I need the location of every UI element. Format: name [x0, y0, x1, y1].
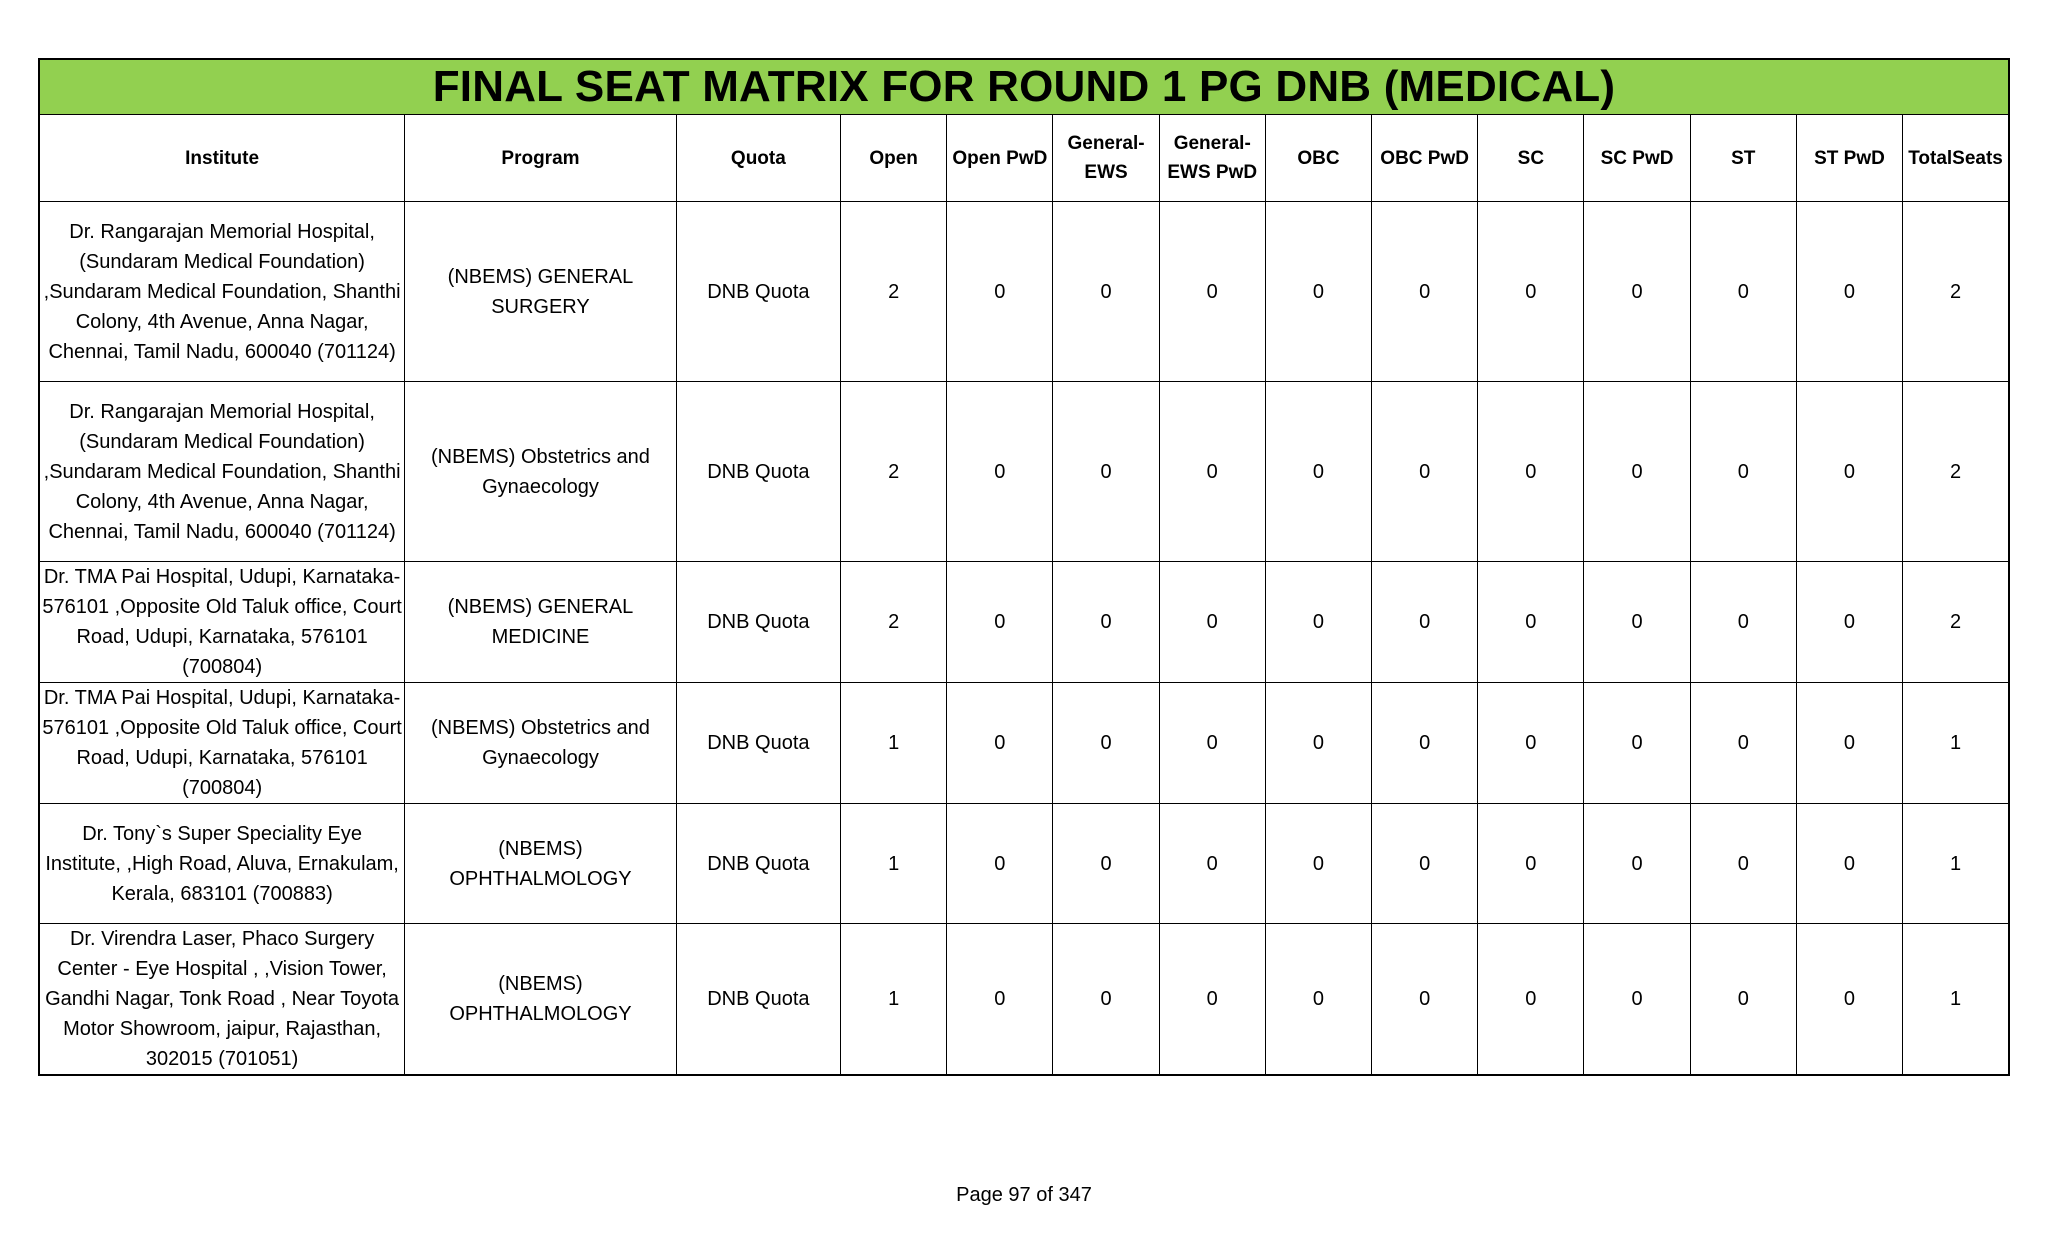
column-header-obc-pwd: OBC PwD [1372, 115, 1478, 202]
cell-obc-pwd: 0 [1372, 683, 1478, 804]
cell-st: 0 [1690, 683, 1796, 804]
cell-obc: 0 [1265, 924, 1371, 1076]
cell-quota: DNB Quota [676, 382, 840, 562]
cell-general-ews: 0 [1053, 924, 1159, 1076]
cell-open: 1 [841, 924, 947, 1076]
cell-total-seats: 1 [1903, 924, 2009, 1076]
cell-sc-pwd: 0 [1584, 924, 1690, 1076]
cell-institute: Dr. TMA Pai Hospital, Udupi, Karnataka-576101 ,Opposite Old Taluk office, Court Road, Udupi, Karnataka, 576101 (700804) [39, 683, 405, 804]
cell-institute: Dr. Tony`s Super Speciality Eye Institute, ,High Road, Aluva, Ernakulam, Kerala, 683101 (700883) [39, 804, 405, 924]
cell-st: 0 [1690, 562, 1796, 683]
column-header-open-pwd: Open PwD [947, 115, 1053, 202]
cell-general-ews-pwd: 0 [1159, 924, 1265, 1076]
column-header-st: ST [1690, 115, 1796, 202]
cell-obc: 0 [1265, 804, 1371, 924]
column-header-institute: Institute [39, 115, 405, 202]
cell-obc-pwd: 0 [1372, 382, 1478, 562]
cell-general-ews: 0 [1053, 562, 1159, 683]
cell-total-seats: 2 [1903, 382, 2009, 562]
cell-st: 0 [1690, 202, 1796, 382]
cell-open-pwd: 0 [947, 202, 1053, 382]
cell-general-ews-pwd: 0 [1159, 804, 1265, 924]
cell-institute: Dr. Virendra Laser, Phaco Surgery Center - Eye Hospital , ,Vision Tower, Gandhi Nagar, Tonk Road , Near Toyota Motor Showroom, jaipur, Rajasthan, 302015 (701051) [39, 924, 405, 1076]
cell-program: (NBEMS) Obstetrics and Gynaecology [405, 683, 677, 804]
table-row [39, 804, 2009, 924]
seat-matrix-table [38, 58, 2010, 1076]
cell-general-ews: 0 [1053, 804, 1159, 924]
cell-open: 2 [841, 562, 947, 683]
column-header-st-pwd: ST PwD [1796, 115, 1902, 202]
cell-sc: 0 [1478, 683, 1584, 804]
cell-general-ews-pwd: 0 [1159, 202, 1265, 382]
cell-sc: 0 [1478, 382, 1584, 562]
cell-open-pwd: 0 [947, 562, 1053, 683]
column-header-open: Open [841, 115, 947, 202]
cell-obc-pwd: 0 [1372, 924, 1478, 1076]
cell-st: 0 [1690, 804, 1796, 924]
seat-matrix-body [39, 202, 2009, 1076]
cell-sc-pwd: 0 [1584, 804, 1690, 924]
cell-total-seats: 2 [1903, 562, 2009, 683]
cell-quota: DNB Quota [676, 924, 840, 1076]
cell-general-ews-pwd: 0 [1159, 683, 1265, 804]
cell-program: (NBEMS) OPHTHALMOLOGY [405, 804, 677, 924]
cell-general-ews-pwd: 0 [1159, 382, 1265, 562]
cell-quota: DNB Quota [676, 683, 840, 804]
cell-program: (NBEMS) OPHTHALMOLOGY [405, 924, 677, 1076]
cell-institute: Dr. Rangarajan Memorial Hospital, (Sundaram Medical Foundation) ,Sundaram Medical Foundation, Shanthi Colony, 4th Avenue, Anna Nagar, Chennai, Tamil Nadu, 600040 (701124) [39, 202, 405, 382]
cell-open-pwd: 0 [947, 683, 1053, 804]
cell-open-pwd: 0 [947, 382, 1053, 562]
cell-general-ews-pwd: 0 [1159, 562, 1265, 683]
table-row [39, 683, 2009, 804]
cell-general-ews: 0 [1053, 202, 1159, 382]
cell-obc-pwd: 0 [1372, 804, 1478, 924]
cell-total-seats: 1 [1903, 804, 2009, 924]
page-title: FINAL SEAT MATRIX FOR ROUND 1 PG DNB (MEDICAL) [39, 59, 2009, 115]
cell-st-pwd: 0 [1796, 202, 1902, 382]
column-header-general-ews-pwd: General-EWS PwD [1159, 115, 1265, 202]
cell-st-pwd: 0 [1796, 924, 1902, 1076]
cell-sc: 0 [1478, 804, 1584, 924]
column-header-program: Program [405, 115, 677, 202]
cell-program: (NBEMS) Obstetrics and Gynaecology [405, 382, 677, 562]
cell-institute: Dr. TMA Pai Hospital, Udupi, Karnataka-576101 ,Opposite Old Taluk office, Court Road, Udupi, Karnataka, 576101 (700804) [39, 562, 405, 683]
cell-obc: 0 [1265, 683, 1371, 804]
cell-st-pwd: 0 [1796, 562, 1902, 683]
cell-program: (NBEMS) GENERAL SURGERY [405, 202, 677, 382]
cell-st-pwd: 0 [1796, 382, 1902, 562]
table-row [39, 562, 2009, 683]
cell-st-pwd: 0 [1796, 804, 1902, 924]
cell-sc-pwd: 0 [1584, 382, 1690, 562]
column-header-general-ews: General-EWS [1053, 115, 1159, 202]
cell-program: (NBEMS) GENERAL MEDICINE [405, 562, 677, 683]
cell-open: 1 [841, 804, 947, 924]
cell-open: 2 [841, 202, 947, 382]
cell-open-pwd: 0 [947, 924, 1053, 1076]
cell-st: 0 [1690, 924, 1796, 1076]
cell-quota: DNB Quota [676, 804, 840, 924]
cell-quota: DNB Quota [676, 562, 840, 683]
cell-obc-pwd: 0 [1372, 562, 1478, 683]
cell-obc: 0 [1265, 562, 1371, 683]
cell-open: 1 [841, 683, 947, 804]
table-row [39, 382, 2009, 562]
cell-sc-pwd: 0 [1584, 202, 1690, 382]
page-number: Page 97 of 347 [956, 1184, 1092, 1206]
seat-matrix-sheet [38, 58, 2010, 1076]
cell-st-pwd: 0 [1796, 683, 1902, 804]
column-header-quota: Quota [676, 115, 840, 202]
cell-sc: 0 [1478, 202, 1584, 382]
table-row [39, 924, 2009, 1076]
cell-sc-pwd: 0 [1584, 683, 1690, 804]
cell-obc-pwd: 0 [1372, 202, 1478, 382]
cell-total-seats: 2 [1903, 202, 2009, 382]
cell-institute: Dr. Rangarajan Memorial Hospital, (Sundaram Medical Foundation) ,Sundaram Medical Foundation, Shanthi Colony, 4th Avenue, Anna Nagar, Chennai, Tamil Nadu, 600040 (701124) [39, 382, 405, 562]
cell-total-seats: 1 [1903, 683, 2009, 804]
cell-sc: 0 [1478, 562, 1584, 683]
header-row [39, 115, 2009, 202]
cell-open: 2 [841, 382, 947, 562]
cell-obc: 0 [1265, 382, 1371, 562]
column-header-sc: SC [1478, 115, 1584, 202]
column-header-obc: OBC [1265, 115, 1371, 202]
cell-quota: DNB Quota [676, 202, 840, 382]
column-header-total-seats: TotalSeats [1903, 115, 2009, 202]
column-header-sc-pwd: SC PwD [1584, 115, 1690, 202]
cell-general-ews: 0 [1053, 683, 1159, 804]
cell-obc: 0 [1265, 202, 1371, 382]
table-row [39, 202, 2009, 382]
cell-sc: 0 [1478, 924, 1584, 1076]
cell-open-pwd: 0 [947, 804, 1053, 924]
cell-sc-pwd: 0 [1584, 562, 1690, 683]
cell-st: 0 [1690, 382, 1796, 562]
cell-general-ews: 0 [1053, 382, 1159, 562]
